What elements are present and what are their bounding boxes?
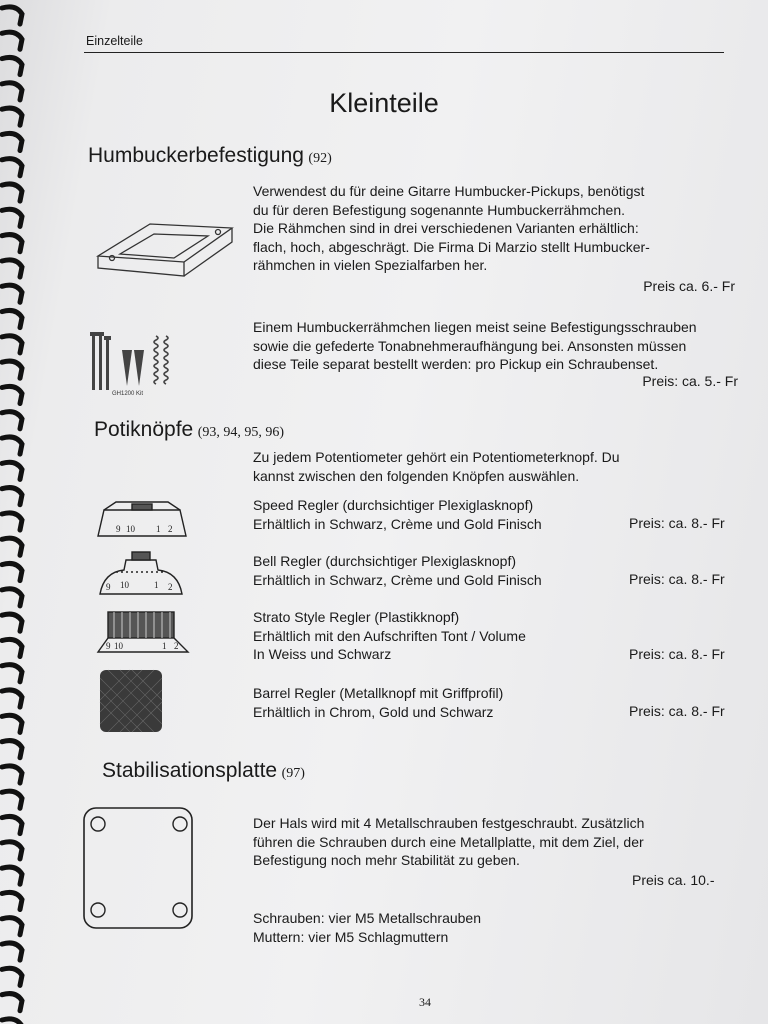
price-barrel-knob: Preis: ca. 8.- Fr [629,703,725,719]
price-bell-knob: Preis: ca. 8.- Fr [629,571,725,587]
spiral-coil [2,159,22,176]
spiral-coil [2,57,22,74]
spiral-coil [2,209,22,226]
text-line: kannst zwischen den folgenden Knöpfen auswählen. [253,467,580,484]
spiral-coil [2,361,22,378]
spiral-coil [2,943,22,960]
screws-description [253,318,697,374]
spiral-coil [2,639,22,656]
strato-knob-illustration [94,606,192,658]
text-line: flach, hoch, abgeschrägt. Die Firma Di Marzio stellt Humbucker- [253,238,650,255]
bell-knob-illustration [96,548,186,600]
text-line: Muttern: vier M5 Schlagmuttern [253,928,449,945]
heading-ref: (97) [281,766,305,781]
knobs-intro [253,448,620,485]
svg-text:10: 10 [120,580,129,590]
spiral-coil [2,538,22,555]
heading-text: Potiknöpfe [94,418,194,441]
spiral-coil [2,816,22,833]
section-heading-humbucker [88,144,332,168]
price-strato-knob: Preis: ca. 8.- Fr [629,646,725,662]
spiral-coil [2,7,22,24]
price-screws: Preis: ca. 5.- Fr [642,373,738,389]
svg-text:1: 1 [156,524,161,534]
text-line: Barrel Regler (Metallknopf mit Griffprofil) [253,685,504,701]
spiral-coil [2,336,22,353]
text-line: sowie die gefederte Tonabnehmeraufhängung bei. Ansonsten müssen [253,337,687,354]
heading-ref: (93, 94, 95, 96) [197,425,285,440]
header-rule [84,52,724,53]
svg-text:2: 2 [168,582,173,592]
speed-knob-illustration [94,494,190,542]
text-line: Befestigung noch mehr Stabilität zu geben. [253,852,520,868]
heading-text: Stabilisationsplatte [102,759,278,782]
neck-plate-illustration [80,804,196,932]
text-line: Erhältlich mit den Aufschriften Tont / Volume [253,627,526,644]
svg-text:1: 1 [162,641,167,651]
spiral-coil [2,32,22,49]
humbucker-description [253,182,650,275]
spiral-coil [2,285,22,302]
spiral-coil [2,892,22,909]
price-speed-knob: Preis: ca. 8.- Fr [629,515,725,531]
knob-item-speed [253,496,542,533]
svg-text:9: 9 [116,524,121,534]
spiral-coil [2,715,22,732]
spiral-coil [2,235,22,252]
spiral-coil [2,563,22,580]
spiral-coil [2,766,22,783]
section-heading-potiknoepfe [94,418,284,442]
spiral-coil [2,310,22,327]
knob-item-strato [253,608,526,664]
running-header: Einzelteile [86,34,143,48]
spiral-coil [2,437,22,454]
spiral-coil [2,462,22,479]
svg-text:2: 2 [174,641,179,651]
spiral-coil [2,867,22,884]
spiral-coil [2,842,22,859]
text-line: Der Hals wird mit 4 Metallschrauben festgeschraubt. Zusätzlich [253,815,645,831]
spiral-coil [2,133,22,150]
svg-text:1: 1 [154,580,159,590]
spiral-coil [2,918,22,935]
text-line: In Weiss und Schwarz [253,646,392,662]
text-line: Einem Humbuckerrähmchen liegen meist seine Befestigungsschrauben [253,319,697,335]
spiral-coil [2,589,22,606]
spiral-coil [2,386,22,403]
svg-text:9: 9 [106,641,111,651]
text-line: diese Teile separat bestellt werden: pro Pickup ein Schraubenset. [253,356,659,372]
text-line: Erhältlich in Schwarz, Crème und Gold Finisch [253,571,542,588]
text-line: du für deren Befestigung sogenannte Humbuckerrähmchen. [253,201,626,218]
spiral-coil [2,791,22,808]
heading-ref: (92) [308,151,332,166]
heading-text: Humbuckerbefestigung [88,144,304,167]
spiral-coil [2,741,22,758]
text-line: Erhältlich in Chrom, Gold und Schwarz [253,703,494,720]
spiral-coil [2,614,22,631]
spiral-coil [2,513,22,530]
text-line: Speed Regler (durchsichtiger Plexiglasknopf) [253,497,534,513]
neck-plate-parts [253,909,481,946]
neck-plate-description [253,814,644,870]
text-line: Strato Style Regler (Plastikknopf) [253,609,460,625]
knob-item-barrel [253,684,503,721]
mounting-screws-illustration [86,330,178,398]
spiral-binding [0,0,30,1024]
knob-item-bell [253,552,542,589]
text-line: rähmchen in vielen Spezialfarben her. [253,257,488,273]
barrel-knob-illustration [98,668,164,734]
svg-text:2: 2 [168,524,173,534]
spiral-coil [2,968,22,985]
text-line: Verwendest du für deine Gitarre Humbucker-Pickups, benötigst [253,183,645,199]
text-line: führen die Schrauben durch eine Metallplatte, mit dem Ziel, der [253,833,644,850]
svg-text:10: 10 [114,641,123,651]
text-line: Die Rähmchen sind in drei verschiedenen Varianten erhältlich: [253,220,639,236]
text-line: Bell Regler (durchsichtiger Plexiglasknopf) [253,553,517,569]
spiral-coil [2,1019,22,1024]
spiral-coil [2,488,22,505]
humbucker-ring-illustration [90,206,240,296]
kit-caption: GH1200 Kit [112,391,144,397]
svg-text:10: 10 [126,524,135,534]
spiral-coil [2,184,22,201]
page-number: 34 [419,995,431,1009]
price-neck-plate: Preis ca. 10.- [632,872,715,888]
page-title: Kleinteile [329,88,439,118]
text-line: Zu jedem Potentiometer gehört ein Potentiometerknopf. Du [253,449,620,465]
text-line: Erhältlich in Schwarz, Crème und Gold Finisch [253,515,542,532]
spiral-coil [2,412,22,429]
section-heading-stabil [102,759,305,783]
svg-text:9: 9 [106,582,111,592]
spiral-coil [2,665,22,682]
text-line: Schrauben: vier M5 Metallschrauben [253,910,482,926]
spiral-coil [2,260,22,277]
price-humbucker-ring: Preis ca. 6.- Fr [643,278,735,294]
spiral-coil [2,690,22,707]
